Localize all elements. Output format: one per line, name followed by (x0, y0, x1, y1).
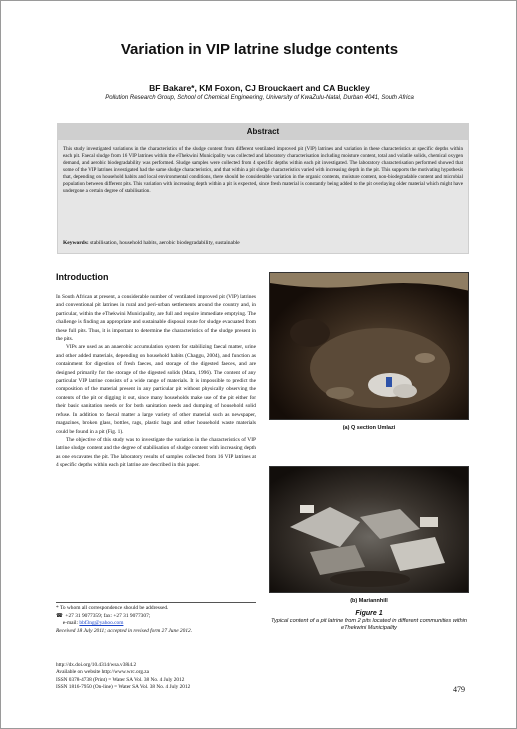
footnote-phone: +27 31 9077359; fax: +27 31 9077307; (65, 612, 151, 619)
intro-paragraph-2: VIPs are used as an anaerobic accumulation system for stabilizing faecal matter, urine and other added materials, depending on household habits (Chaggu, 2004), and function as containment for digestion of fresh faeces, and storage of the digested faeces, and are designed primarily for the storage of the digested solids (Mara, 1996). The content of any particular VIP latrine consists of a wide range of materials. It is impossible to predict the composition of the material present in any particular pit without physically observing the contents of the pit or digging it out, since many households make use of the pit either for their basic sanitation needs or for both sanitation needs and dumping of household solid refuse. In addition to faecal matter a large variety of other material such as newspaper, magazines, broken glass, bottles, rags, plastic bags and other household waste materials could be found in a pit (Fig. 1). (56, 344, 256, 435)
pit-photo-b-image (270, 467, 469, 593)
footnote-email-line (56, 620, 261, 628)
email-prefix: e-mail: (62, 620, 80, 627)
affiliation: Pollution Research Group, School of Chemical Engineering, University of KwaZulu-Natal, Durban 4041, South Africa (105, 95, 414, 101)
figure-photo-mariannhill (269, 466, 469, 593)
intro-paragraph-1: In South African at present, a considerable number of ventilated improved pit (VIP) latrines and conventional pit latrines in rural and peri-urban settlements around the country and, in particular, within the eThekwini Municipality, are full and require immediate emptying. The challenge is finding an appropriate and sustainable disposal route for sludge evacuated from these full pits. Thus, it is important to determine the characteristics of the sludge present in the pits. (56, 294, 256, 343)
issn-print: ISSN 0378-4738 (Print) = Water SA Vol. 38 No. 4 July 2012 (56, 676, 185, 683)
figure-title: Figure 1 (355, 610, 383, 617)
footnote-asterisk-line: * To whom all correspondence should be addressed. (56, 605, 169, 611)
section-heading-introduction: Introduction (56, 272, 109, 282)
figure-photo-umlazi (269, 272, 469, 420)
author-list: BF Bakare*, KM Foxon, CJ Brouckaert and CA Buckley (149, 83, 370, 93)
introduction-body (56, 293, 256, 470)
website-link[interactable]: Available on website http://www.wrc.org.za (56, 669, 150, 676)
bibliographic-info (56, 662, 316, 692)
figure-caption: Typical content of a pit latrine from 2 pits located in different communities within eThekwini Municipality (270, 618, 468, 631)
abstract-text: This study investigated variations in the characteristics of the sludge content from different ventilated improved pit (VIP) latrines and variation in these characteristics at specific depths within each pit. Faecal sludge from 16 VIP latrines within the eThekwini Municipality was collected and laboratory characterisation including moisture content, total and volatile solids, chemical oxygen demand, and aerobic biodegradability was performed. Sludge samples were collected from 4 specific depths within each pit investigated. The laboratory characterisation performed showed that some of the VIP latrines investigated had the same sludge characteristics, and that within a pit sludge characteristics varied with increasing depth in the pit. This supports the motivating hypothesis that, depending on household habits and local environmental conditions, there should be considerable variation in the organic contents, moisture content, non-biodegradable content and microbial population between different pits. This variation with increasing depth within a pit is expected, since fresh material is constantly being added to the pit overlaying older material which might have undergone a certain degree of stabilisation. (63, 146, 463, 194)
keywords (63, 240, 463, 246)
paper-title: Variation in VIP latrine sludge contents (120, 41, 399, 58)
correspondence-footnote (56, 605, 261, 635)
figure-caption-a: (a) Q section Umlazi (342, 425, 396, 431)
telephone-icon: ☎ (56, 612, 66, 619)
page-number: 479 (453, 685, 465, 694)
received-dates: Received 18 July 2011; accepted in revised form 27 June 2012. (56, 627, 193, 634)
figure-caption-b: (b) Mariannhill (350, 598, 388, 604)
footnote-divider (56, 602, 256, 603)
intro-paragraph-3: The objective of this study was to investigate the variation in the characteristics of VIP latrine sludge content and the degree of stabilisation of sludge content with increasing depth as one excavates the pit. The laboratory results of samples collected from 16 VIP latrines at 4 specific depths within each pit latrine are described in this paper. (56, 436, 256, 469)
issn-online: ISSN 1816-7950 (On-line) = Water SA Vol. 38 No. 4 July 2012 (56, 684, 191, 691)
keywords-label: Keywords: (63, 240, 89, 246)
pit-photo-a-image (270, 273, 469, 420)
abstract-heading: Abstract (57, 124, 469, 140)
keywords-list: stabilisation, household habits, aerobic biodegradability, sustainable (90, 240, 240, 246)
email-link[interactable]: bbf3ng@yahoo.com (79, 620, 124, 627)
doi-link[interactable]: http://dx.doi.org/10.4314/wsa.v38i4.2 (56, 662, 137, 668)
